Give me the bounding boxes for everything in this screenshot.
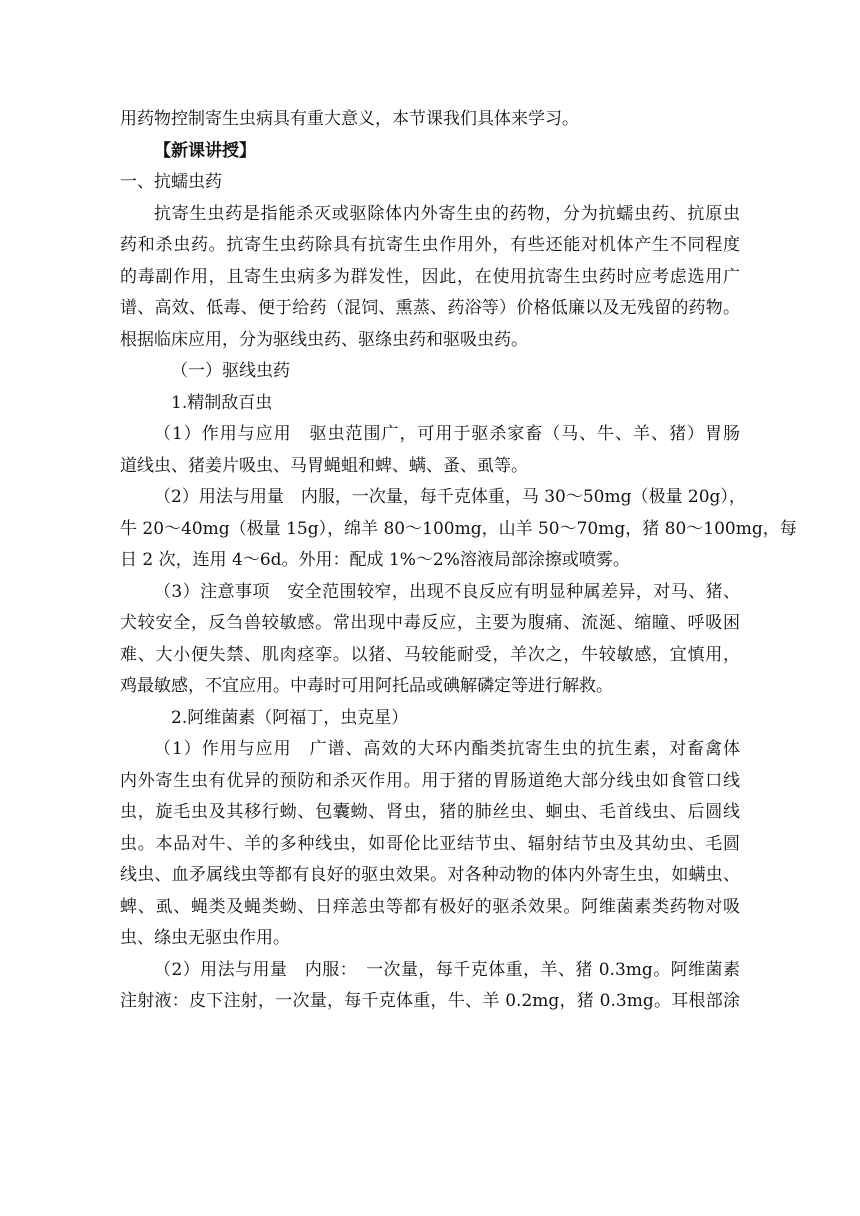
text-line: 虫，旋毛虫及其移行蚴、包囊蚴、肾虫，猪的肺丝虫、蛔虫、毛首线虫、后圆线 — [120, 802, 740, 822]
text-line: （2）用法与用量 内服： 一次量，每千克体重，羊、猪 0.3mg。阿维菌素 — [154, 959, 740, 980]
chapter-heading: 一、抗蠕虫药 — [120, 172, 222, 192]
text-line: （1）作用与应用 驱虫范围广，可用于驱杀家畜（马、牛、羊、猪）胃肠 — [154, 424, 740, 444]
text-line: 线虫、血矛属线虫等都有良好的驱虫效果。对各种动物的体内外寄生虫，如螨虫、 — [120, 865, 740, 885]
text-line: 日 2 次，连用 4～6d。外用：配成 1%～2%溶液局部涂擦或喷雾。 — [120, 550, 630, 570]
text-line: 蜱、虱、蝇类及蝇类蚴、日痒恙虫等都有极好的驱杀效果。阿维菌素类药物对吸 — [120, 896, 740, 917]
text-line: 牛 20～40mg（极量 15g），绵羊 80～100mg，山羊 50～70mg，猪 80～100mg，每 — [120, 518, 797, 539]
text-line: 内外寄生虫有优异的预防和杀灭作用。用于猪的胃肠道绝大部分线虫如食管口线 — [120, 770, 740, 791]
document-body — [120, 104, 797, 1018]
text-line: 根据临床应用，分为驱线虫药、驱绦虫药和驱吸虫药。 — [120, 329, 528, 350]
section-heading: 【新课讲授】 — [154, 140, 256, 161]
text-line: 虫、绦虫无驱虫作用。 — [120, 928, 290, 948]
text-line: （3）注意事项 安全范围较窄，出现不良反应有明显种属差异，对马、猪、 — [154, 581, 740, 602]
subsection-heading: （一）驱线虫药 — [171, 361, 290, 381]
text-line: 注射液：皮下注射，一次量，每千克体重，牛、羊 0.2mg，猪 0.3mg。耳根部涂 — [120, 991, 740, 1011]
text-line: 道线虫、猪姜片吸虫、马胃蝇蛆和蜱、螨、蚤、虱等。 — [120, 455, 528, 476]
drug-heading: 2.阿维菌素（阿福丁，虫克星） — [171, 707, 409, 728]
text-line: 鸡最敏感，不宜应用。中毒时可用阿托品或碘解磷定等进行解救。 — [120, 676, 613, 696]
text-line: （1）作用与应用 广谱、高效的大环内酯类抗寄生虫的抗生素，对畜禽体 — [154, 739, 740, 759]
text-line: （2）用法与用量 内服，一次量，每千克体重，马 30～50mg（极量 20g）， — [154, 487, 746, 507]
text-line: 犬较安全，反刍兽较敏感。常出现中毒反应，主要为腹痛、流涎、缩瞳、呼吸困 — [120, 613, 740, 633]
text-line: 抗寄生虫药是指能杀灭或驱除体内外寄生虫的药物，分为抗蠕虫药、抗原虫 — [154, 203, 740, 224]
text-line: 用药物控制寄生虫病具有重大意义，本节课我们具体来学习。 — [120, 109, 579, 129]
text-line: 谱、高效、低毒、便于给药（混饲、熏蒸、药浴等）价格低廉以及无残留的药物。 — [120, 298, 740, 318]
text-line: 的毒副作用，且寄生虫病多为群发性，因此，在使用抗寄生虫药时应考虑选用广 — [120, 266, 740, 287]
text-line: 难、大小便失禁、肌肉痉挛。以猪、马较能耐受，羊次之，牛较敏感，宜慎用， — [120, 644, 740, 665]
text-line: 药和杀虫药。抗寄生虫药除具有抗寄生虫作用外，有些还能对机体产生不同程度 — [120, 235, 740, 255]
drug-heading: 1.精制敌百虫 — [171, 392, 273, 413]
text-line: 虫。本品对牛、羊的多种线虫，如哥伦比亚结节虫、辐射结节虫及其幼虫、毛圆 — [120, 833, 740, 854]
